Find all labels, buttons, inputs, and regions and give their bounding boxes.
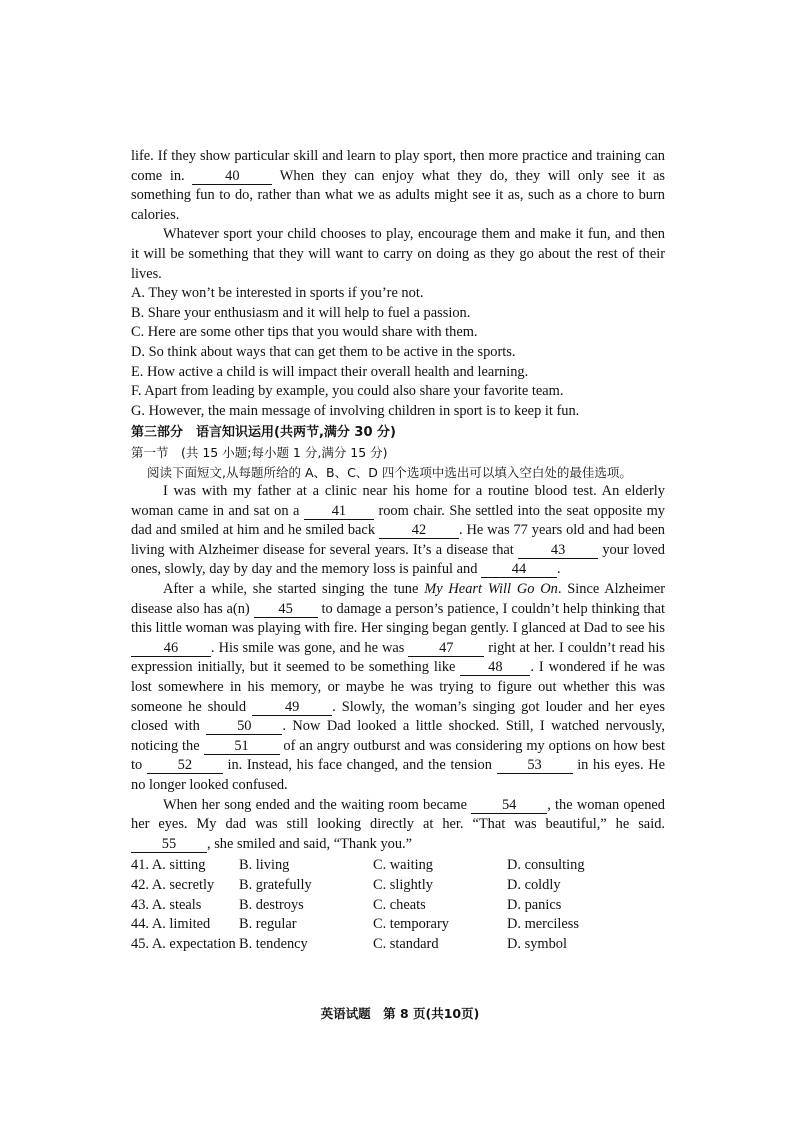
blank-47: 47 <box>408 641 484 657</box>
cloze-text: of an angry outburst and was considering my options on how best to <box>131 737 665 774</box>
blank-42: 42 <box>379 523 459 539</box>
passage-text: When they can enjoy what they do, they will only see it as something fun to do, rather than what we as adults might see it as, such as a chore to burn calories. <box>131 167 666 223</box>
choice-41-d: D. consulting <box>507 857 585 874</box>
cloze-text: . Slowly, the woman’s singing got louder and her eyes closed with <box>131 698 666 735</box>
choice-row-45 <box>131 935 665 955</box>
cloze-text: , the woman opened her eyes. My dad was still looking directly at her. “That was beautiful,” he said. <box>131 796 665 833</box>
passage-paragraph-2: Whatever sport your child chooses to play, encourage them and make it fun, and then it will be something that they will want to carry on doing as they go about the rest of their lives. <box>131 226 665 282</box>
cloze-text: , she smiled and said, “Thank you.” <box>207 835 413 852</box>
choice-table <box>131 856 665 954</box>
cloze-text: . He was 77 years old and had been living with Alzheimer disease for several years. It’s a disease that <box>131 522 665 558</box>
cloze-text: in his eyes. He no longer looked confused. <box>131 757 665 793</box>
cloze-text: . Since Alzheimer disease also has a(n) <box>131 581 666 617</box>
cloze-text: When her song ended and the waiting room became <box>163 796 467 813</box>
blank-46: 46 <box>131 641 211 657</box>
blank-45: 45 <box>254 602 318 618</box>
option-b: B. Share your enthusiasm and it will help to fuel a passion. <box>131 304 471 321</box>
blank-43: 43 <box>518 543 598 559</box>
cloze-text: in. Instead, his face changed, and the tension <box>227 757 492 774</box>
cloze-paragraph-1 <box>131 482 665 580</box>
blank-54: 54 <box>471 798 547 814</box>
cloze-paragraph-3 <box>131 796 665 855</box>
page-content <box>131 147 665 954</box>
passage-text: life. If they show particular skill and learn to play sport, then more practice and training can come in. <box>131 148 665 184</box>
instruction: 阅读下面短文,从每题所给的 A、B、C、D 四个选项中选出可以填入空白处的最佳选项。 <box>147 464 632 480</box>
cloze-text: . His smile was gone, and he was <box>211 639 405 656</box>
choice-43-d: D. panics <box>507 896 562 913</box>
option-f: F. Apart from leading by example, you could also share your favorite team. <box>131 383 564 400</box>
option-e: E. How active a child is will impact their overall health and learning. <box>131 363 529 380</box>
cloze-text: . <box>557 561 561 578</box>
choice-41-c: C. waiting <box>373 857 433 874</box>
choice-45-a: 45. A. expectation <box>131 935 236 952</box>
blank-53: 53 <box>497 758 573 774</box>
blank-44: 44 <box>481 562 557 578</box>
blank-52: 52 <box>147 758 223 774</box>
section-1-subtitle: 第一节 (共 15 小题;每小题 1 分,满分 15 分) <box>131 444 388 460</box>
cloze-text: . Now Dad looked a little shocked. Still, I watched nervously, noticing the <box>131 718 665 754</box>
cloze-text: right at her. I couldn’t read his expression initially, but it seemed to be something like <box>131 639 665 676</box>
choice-43-b: B. destroys <box>239 896 304 913</box>
cloze-text: I was with my father at a clinic near his home for a routine blood test. An elderly woman came in and sat on a <box>131 483 665 519</box>
option-g: G. However, the main message of involving children in sport is to keep it fun. <box>131 402 580 419</box>
choice-41-a: 41. A. sitting <box>131 857 206 874</box>
cloze-text: your loved ones, slowly, day by day and the memory loss is painful and <box>131 541 665 578</box>
page-footer: 英语试题 第 8 页(共10页) <box>320 1006 480 1021</box>
cloze-text: . I wondered if he was lost somewhere in his memory, or maybe he was trying to figure out whether this was someone he should <box>131 659 665 715</box>
choice-43-a: 43. A. steals <box>131 896 202 913</box>
choice-45-d: D. symbol <box>507 935 567 952</box>
cloze-text: After a while, she started singing the tune <box>163 581 419 598</box>
blank-50: 50 <box>206 719 282 735</box>
choice-row-41 <box>131 856 665 876</box>
blank-55: 55 <box>131 837 207 853</box>
choice-42-c: C. slightly <box>373 876 433 893</box>
choice-row-44 <box>131 915 665 935</box>
section-3-title: 第三部分 语言知识运用(共两节,满分 30 分) <box>131 425 396 441</box>
choice-45-b: B. tendency <box>239 935 308 952</box>
choice-42-b: B. gratefully <box>239 876 312 893</box>
cloze-text: room chair. She settled into the seat opposite my dad and smiled at him and he smiled back <box>131 502 665 539</box>
option-list <box>131 284 665 421</box>
song-title: My Heart Will Go On <box>424 581 558 598</box>
choice-43-c: C. cheats <box>373 896 426 913</box>
option-c: C. Here are some other tips that you would share with them. <box>131 324 478 341</box>
choice-42-a: 42. A. secretly <box>131 876 215 893</box>
choice-row-42 <box>131 876 665 896</box>
choice-44-c: C. temporary <box>373 916 449 933</box>
blank-51: 51 <box>204 739 280 755</box>
choice-45-c: C. standard <box>373 935 439 952</box>
choice-row-43 <box>131 896 665 916</box>
option-d: D. So think about ways that can get them to be active in the sports. <box>131 343 516 360</box>
choice-44-a: 44. A. limited <box>131 916 211 933</box>
blank-48: 48 <box>460 660 530 676</box>
choice-44-d: D. merciless <box>507 916 579 933</box>
choice-42-d: D. coldly <box>507 876 561 893</box>
passage-paragraph-1 <box>131 147 665 225</box>
cloze-paragraph-2 <box>131 580 665 796</box>
blank-40: 40 <box>192 169 272 185</box>
option-a: A. They won’t be interested in sports if you’re not. <box>131 285 424 302</box>
blank-49: 49 <box>252 700 332 716</box>
blank-41: 41 <box>304 504 374 520</box>
choice-41-b: B. living <box>239 857 290 874</box>
cloze-text: to damage a person’s patience, I couldn’t help thinking that this little woman was playing with fire. Her singing began gently. I glanced at Dad to see his <box>131 600 665 637</box>
choice-44-b: B. regular <box>239 916 297 933</box>
